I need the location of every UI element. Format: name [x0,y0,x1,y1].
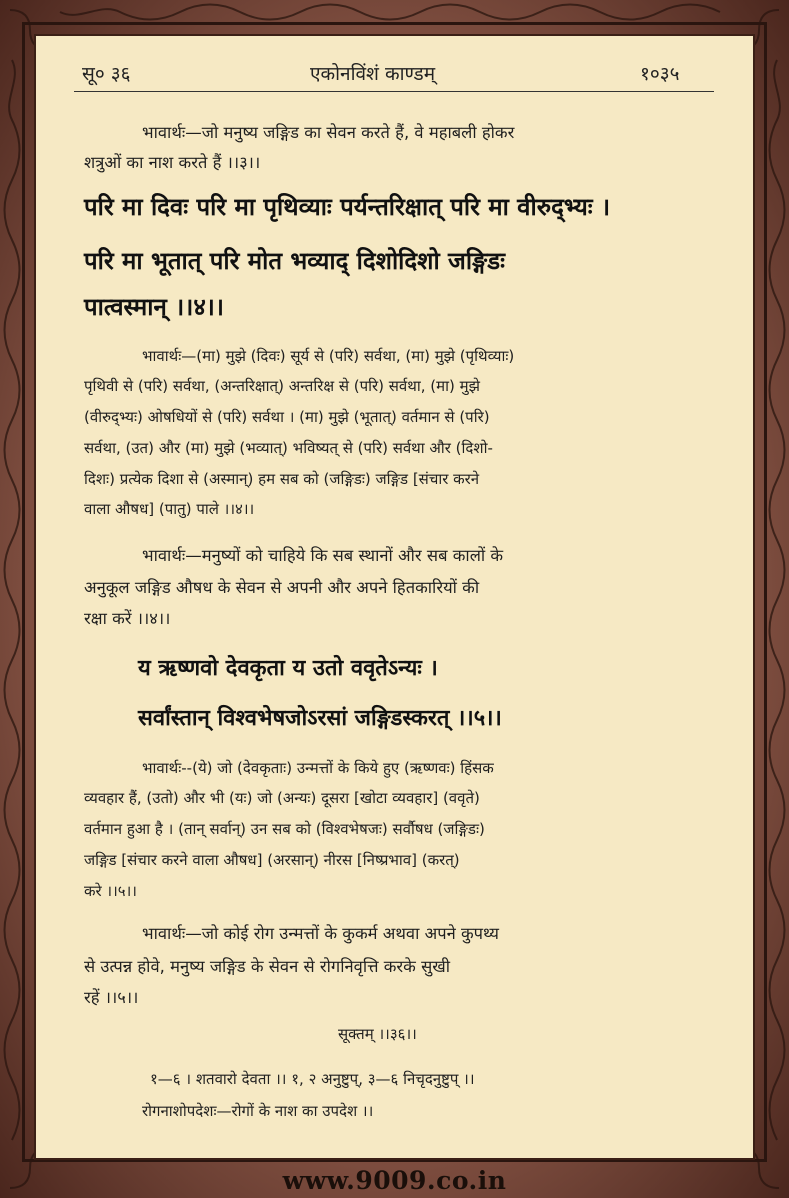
meaning-line: शत्रुओं का नाश करते हैं ।।३।। [84,153,261,172]
page-number: १०३५ [640,63,680,85]
word-meaning-line: सर्वथा, (उत) और (मा) मुझे (भव्यात्) भविष्यत् से (परि) सर्वथा और (दिशो- [84,439,493,457]
word-meaning-line: वर्तमान हुआ है । (तान् सर्वान्) उन सब को (विश्वभेषजः) सर्वौषध (जङ्गिडः) [84,820,485,838]
mantra-line: सर्वांस्तान् विश्वभेषजोऽरसां जङ्गिडस्करत् ।।५।। [138,706,502,731]
kanda-title: एकोनविंशं काण्डम् [310,63,436,85]
word-meaning-line: दिशः) प्रत्येक दिशा से (अस्मान्) हम सब को (जङ्गिडः) जङ्गिड [संचार करने [84,470,480,488]
word-meaning-line: (वीरुद्भ्यः) ओषधियों से (परि) सर्वथा । (मा) मुझे (भूतात्) वर्तमान से (परि) [84,408,490,426]
mantra-line: य ऋष्णवो देवकृता य उतो ववृतेऽन्यः । [138,656,438,681]
subject-line: रोगनाशोपदेशः—रोगों के नाश का उपदेश ।। [142,1102,374,1120]
summary-line: रहें ।।५।। [84,988,139,1007]
page-header [52,60,712,86]
word-meaning-line: जङ्गिड [संचार करने वाला औषध] (अरसान्) नीरस [निष्प्रभाव] (करत्) [84,851,460,869]
header-rule [74,91,714,92]
word-meaning-line: व्यवहार हैं, (उतो) और भी (यः) जो (अन्यः) दूसरा [खोटा व्यवहार] (ववृते) [84,789,480,807]
word-meaning-line: भावार्थः--(ये) जो (देवकृताः) उन्मत्तों के किये हुए (ऋष्णवः) हिंसक [142,759,494,777]
word-meaning-line: पृथिवी से (परि) सर्वथा, (अन्तरिक्षात्) अन्तरिक्ष से (परि) सर्वथा, (मा) मुझे [84,377,480,395]
website-url: www.9009.co.in [282,1166,507,1195]
summary-line: अनुकूल जङ्गिड औषध के सेवन से अपनी और अपने हितकारियों की [84,578,480,597]
word-meaning-line: भावार्थः—(मा) मुझे (दिवः) सूर्य से (परि) सर्वथा, (मा) मुझे (पृथिव्याः) [142,347,515,365]
summary-line: रक्षा करें ।।४।। [84,609,171,628]
summary-line: से उत्पन्न होवे, मनुष्य जङ्गिड के सेवन से रोगनिवृत्ति करके सुखी [84,957,450,976]
summary-line: भावार्थः—मनुष्यों को चाहिये कि सब स्थानों और सब कालों के [142,546,504,565]
mantra-line: परि मा दिवः परि मा पृथिव्याः पर्यन्तरिक्षात् परि मा वीरुद्भ्यः । [84,193,611,221]
summary-line: भावार्थः—जो कोई रोग उन्मत्तों के कुकर्म अथवा अपने कुपथ्य [142,924,499,943]
mantra-line: पात्वस्मान् ।।४।। [84,293,224,321]
sukta-number: सू० ३६ [82,63,131,85]
word-meaning-line: वाला औषध] (पातु) पाले ।।४।। [84,500,255,518]
meaning-line: भावार्थः—जो मनुष्य जङ्गिड का सेवन करते हैं, वे महाबली होकर [142,123,515,142]
word-meaning-line: करे ।।५।। [84,882,137,900]
sukta-heading: सूक्तम् ।।३६।। [338,1025,417,1043]
devata-chhanda-line: १—६ । शतवारो देवता ।। १, २ अनुष्टुप्, ३—६ निचृदनुष्टुप् ।। [150,1070,475,1088]
mantra-line: परि मा भूतात् परि मोत भव्याद् दिशोदिशो जङ्गिडः [84,247,505,275]
